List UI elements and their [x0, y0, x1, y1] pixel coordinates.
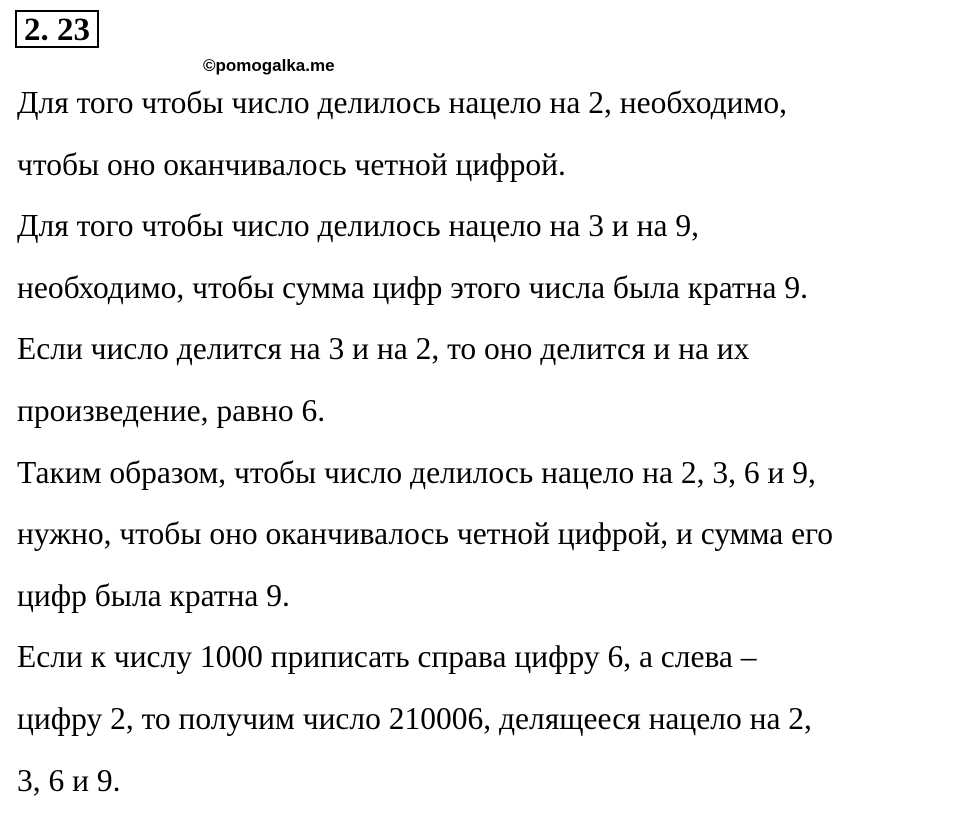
text-line: цифру 2, то получим число 210006, делящееся нацело на 2,: [17, 700, 812, 736]
text-line: Для того чтобы число делилось нацело на 3 и на 9,: [17, 208, 699, 244]
problem-number: 2. 23: [15, 10, 99, 48]
text-line: Для того чтобы число делилось нацело на 2, необходимо,: [17, 85, 788, 120]
text-line: 3, 6 и 9.: [17, 762, 121, 798]
text-line: Если число делится на 3 и на 2, то оно делится и на их: [17, 331, 750, 367]
text-line: необходимо, чтобы сумма цифр этого числа была кратна 9.: [17, 269, 809, 305]
solution-text: [17, 72, 957, 811]
text-line: нужно, чтобы оно оканчивалось четной цифрой, и сумма его: [17, 516, 834, 552]
text-line: Таким образом, чтобы число делилось нацело на 2, 3, 6 и 9,: [17, 454, 816, 490]
text-line: Если к числу 1000 приписать справа цифру 6, а слева –: [17, 639, 757, 675]
text-line: произведение, равно 6.: [17, 392, 326, 428]
watermark: ©pomogalka.me: [203, 56, 335, 75]
text-line: чтобы оно оканчивалось четной цифрой.: [17, 146, 566, 182]
text-line: цифр была кратна 9.: [17, 577, 290, 613]
